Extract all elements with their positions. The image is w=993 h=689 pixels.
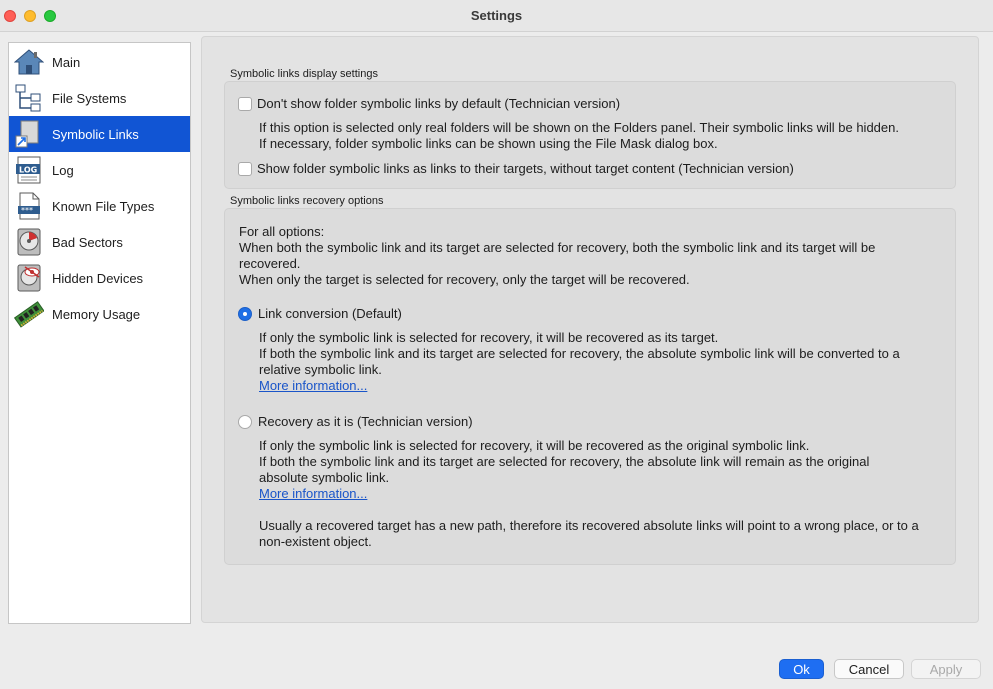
sidebar-item-known-file-types[interactable] <box>9 188 190 224</box>
sidebar-item-label: Bad Sectors <box>52 234 123 250</box>
dont-show-symlinks-description: If this option is selected only real folders will be shown on the Folders panel. Their symbolic links will be hidden. <box>259 120 899 135</box>
sidebar-item-file-systems[interactable] <box>9 80 190 116</box>
sidebar-item-label: File Systems <box>52 90 127 106</box>
link-conversion-description: If both the symbolic link and its target are selected for recovery, the absolute symbolic link will be converted to a <box>259 346 900 361</box>
recovery-as-is-description: If both the symbolic link and its target are selected for recovery, the absolute link will remain as the original <box>259 454 870 469</box>
link-conversion-more-info-link[interactable]: More information... <box>259 378 368 393</box>
sidebar-item-label: Symbolic Links <box>52 126 139 142</box>
sidebar-item-memory-usage[interactable] <box>9 296 190 332</box>
recovery-note: non-existent object. <box>259 534 372 549</box>
show-as-links-label[interactable]: Show folder symbolic links as links to their targets, without target content (Technician version) <box>257 161 794 176</box>
sidebar-item-label: Main <box>52 54 81 70</box>
settings-sidebar <box>8 42 191 624</box>
hidden-devices-icon <box>14 263 44 293</box>
recovery-as-is-label[interactable]: Recovery as it is (Technician version) <box>258 414 473 429</box>
sidebar-item-label: Memory Usage <box>52 306 141 322</box>
file-types-icon <box>14 191 44 221</box>
sidebar-item-bad-sectors[interactable] <box>9 224 190 260</box>
svg-text:LOG: LOG <box>19 165 38 175</box>
link-conversion-label[interactable]: Link conversion (Default) <box>258 306 402 321</box>
link-conversion-radio[interactable] <box>238 307 252 321</box>
bad-sectors-icon <box>14 227 44 257</box>
show-as-links-checkbox[interactable] <box>238 162 252 176</box>
log-icon <box>14 155 44 185</box>
sidebar-item-label: Hidden Devices <box>52 270 144 286</box>
dont-show-symlinks-description-2: If necessary, folder symbolic links can be shown using the File Mask dialog box. <box>259 136 718 151</box>
recovery-intro-line: For all options: <box>239 224 325 239</box>
recovery-as-is-more-info-link[interactable]: More information... <box>259 486 368 501</box>
sidebar-item-log[interactable] <box>9 152 190 188</box>
sidebar-item-symbolic-links[interactable] <box>9 116 190 152</box>
dont-show-symlinks-checkbox[interactable] <box>238 97 252 111</box>
symlink-icon <box>14 119 44 149</box>
house-icon <box>14 47 44 77</box>
display-settings-title: Symbolic links display settings <box>230 68 378 80</box>
dont-show-symlinks-label[interactable]: Don't show folder symbolic links by default (Technician version) <box>257 96 621 111</box>
memory-icon <box>14 299 44 329</box>
recovery-as-is-description: absolute symbolic link. <box>259 470 390 485</box>
sidebar-item-main[interactable] <box>9 44 190 80</box>
link-conversion-description: relative symbolic link. <box>259 362 382 377</box>
recovery-intro-line: recovered. <box>239 256 301 271</box>
sidebar-item-hidden-devices[interactable] <box>9 260 190 296</box>
recovery-note: Usually a recovered target has a new path, therefore its recovered absolute links will point to a wrong place, or to a <box>259 518 919 533</box>
title-bar <box>0 0 993 32</box>
apply-button[interactable]: Apply <box>911 659 981 679</box>
ok-button[interactable]: Ok <box>779 659 824 679</box>
link-conversion-description: If only the symbolic link is selected for recovery, it will be recovered as its target. <box>259 330 719 345</box>
window-title: Settings <box>470 8 523 23</box>
sidebar-item-label: Log <box>52 162 74 178</box>
svg-text:***: *** <box>21 206 33 215</box>
cancel-button[interactable]: Cancel <box>834 659 904 679</box>
sidebar-item-label: Known File Types <box>52 198 155 214</box>
recovery-as-is-radio[interactable] <box>238 415 252 429</box>
recovery-intro-line: When only the target is selected for recovery, only the target will be recovered. <box>239 272 690 287</box>
recovery-options-title: Symbolic links recovery options <box>230 195 384 207</box>
tree-icon <box>14 83 44 113</box>
recovery-as-is-description: If only the symbolic link is selected for recovery, it will be recovered as the original symbolic link. <box>259 438 810 453</box>
recovery-intro-line: When both the symbolic link and its target are selected for recovery, both the symbolic link and its target will be <box>239 240 876 255</box>
